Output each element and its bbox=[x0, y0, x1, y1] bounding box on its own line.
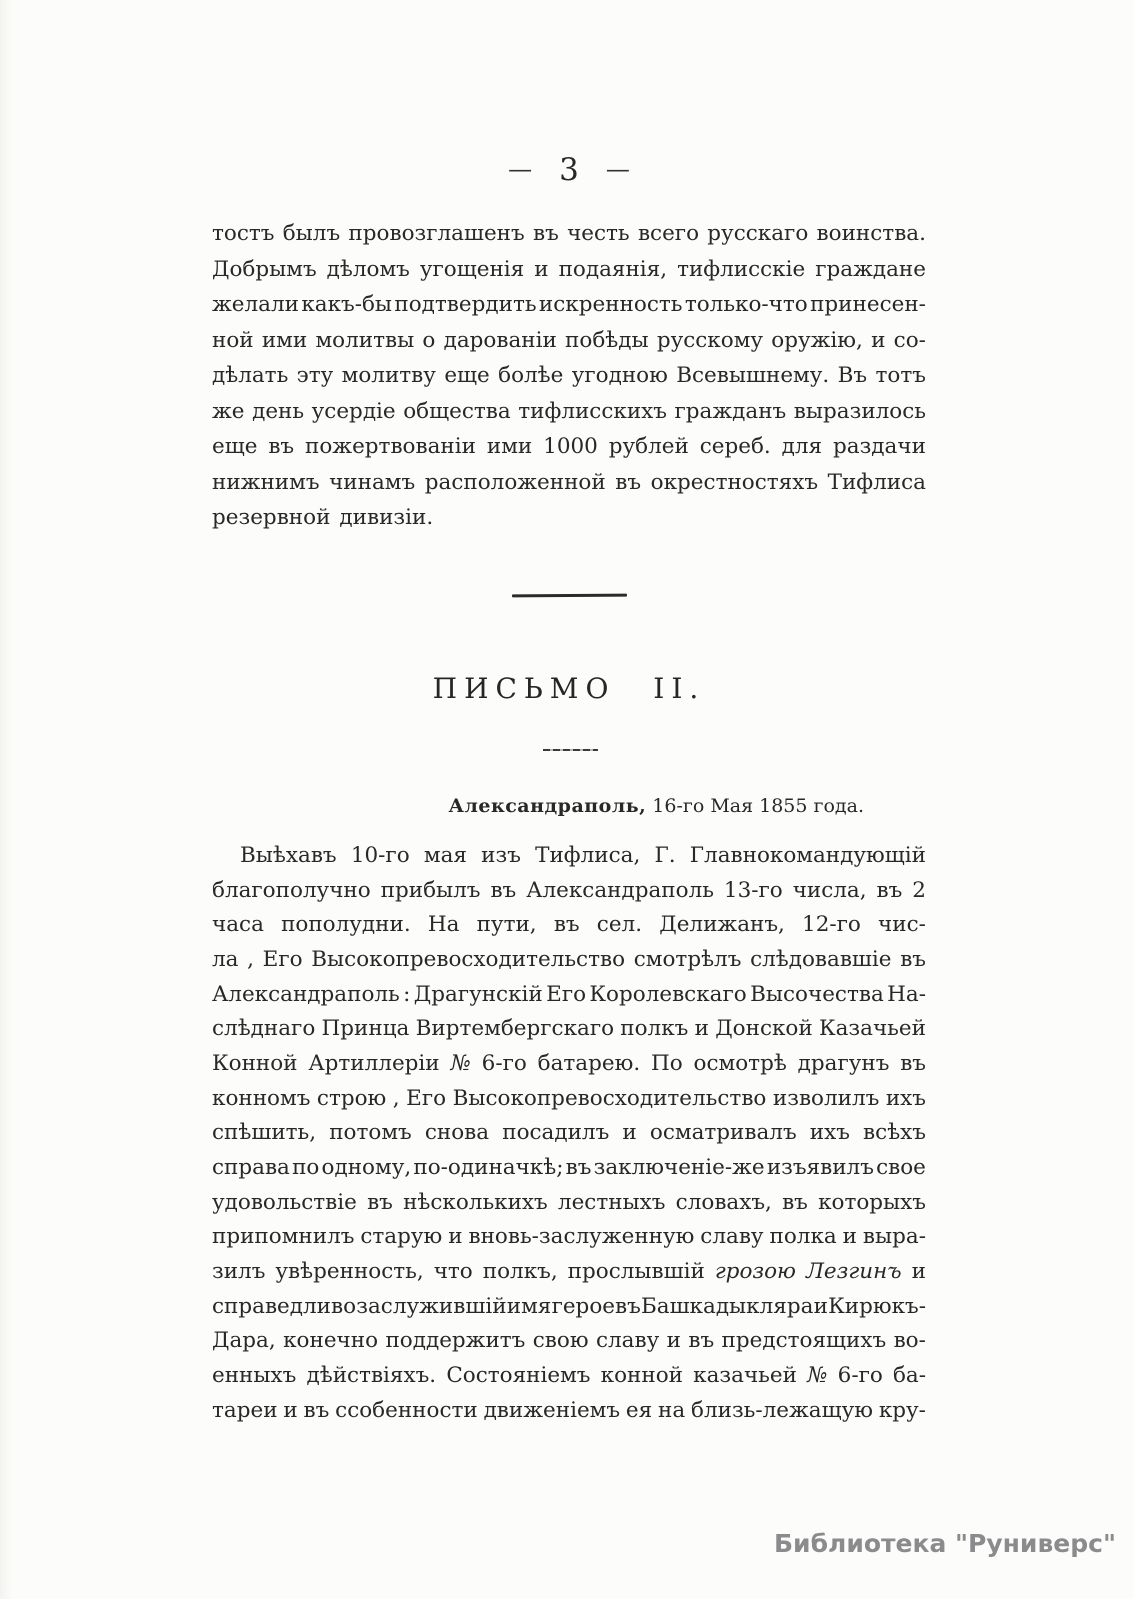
text-line: справа по одному, по-одиначкѣ; въ заключеніе-же изъявилъ свое bbox=[212, 1155, 926, 1181]
text-line: желали какъ-бы подтвердить искренность только-что принесен- bbox=[212, 292, 926, 318]
text-line: енныхъ дѣйствіяхъ. Состояніемъ конной казачьей № 6-го ба- bbox=[212, 1363, 926, 1389]
text-line: тостъ былъ провозглашенъ въ честь всего русскаго воинства. bbox=[212, 221, 926, 247]
header-dash-left: — bbox=[508, 154, 533, 183]
dateline-place: Александраполь, bbox=[448, 795, 647, 817]
text-line: ла , Его Высокопревосходительство смотрѣлъ слѣдовавшіе въ bbox=[212, 946, 926, 972]
text-line: часа пополудни. На пути, въ сел. Делижанъ, 12-го чис- bbox=[212, 912, 926, 938]
text-line: еще въ пожертвованіи ими 1000 рублей сереб. для раздачи bbox=[212, 434, 926, 460]
text-line: нижнимъ чинамъ расположенной въ окрестностяхъ Тифлиса bbox=[212, 469, 926, 495]
text-line: же день усердіе общества тифлисскихъ гражданъ выразилось bbox=[212, 398, 926, 424]
text-line: Конной Артиллеріи № 6-го батарею. По осмотрѣ драгунъ въ bbox=[212, 1050, 926, 1076]
letter-title: ПИСЬМО II. bbox=[432, 672, 706, 705]
section-divider bbox=[512, 594, 627, 598]
text-line: слѣднаго Принца Виртембергскаго полкъ и Донской Казачьей bbox=[212, 1016, 926, 1042]
letter-divider bbox=[543, 749, 598, 751]
dateline bbox=[212, 795, 864, 818]
dateline-date: 16-го Мая 1855 года. bbox=[652, 795, 864, 817]
text-line: благополучно прибылъ въ Александраполь 13-го числа, въ 2 bbox=[212, 877, 926, 903]
page-header bbox=[212, 152, 926, 188]
text-line: дѣлать эту молитву еще болѣе угодною Всевышнему. Въ тотъ bbox=[212, 363, 926, 389]
library-watermark: Библиотека "Руниверс" bbox=[774, 1529, 1116, 1558]
text-line: спѣшить, потомъ снова посадилъ и осматривалъ ихъ всѣхъ bbox=[212, 1120, 926, 1146]
text-line: конномъ строю , Его Высокопревосходительство изволилъ ихъ bbox=[212, 1085, 926, 1111]
letter-body bbox=[212, 838, 926, 1428]
text-line: припомнилъ старую и вновь-заслуженную славу полка и выра- bbox=[212, 1224, 926, 1250]
text-line: тареи и въ ссобенности движеніемъ ея на близь-лежащую кру- bbox=[212, 1397, 926, 1423]
text-line: Добрымъ дѣломъ угощенія и подаянія, тифлисскіе граждане bbox=[212, 256, 926, 282]
text-line: Дара, конечно поддержитъ свою славу и въ предстоящихъ во- bbox=[212, 1328, 926, 1354]
text-line: зилъ увѣренность, что полкъ, прослывшій грозою Лезгинъ и bbox=[212, 1259, 926, 1285]
page-number: 3 bbox=[559, 152, 579, 188]
text-line: ной ими молитвы о дарованіи побѣды русскому оружію, и со- bbox=[212, 327, 926, 353]
text-line: Александраполь : Драгунскій Его Королевскаго Высочества На- bbox=[212, 981, 926, 1007]
text-line: удовольствіе въ нѣсколькихъ лестныхъ словахъ, въ которыхъ bbox=[212, 1189, 926, 1215]
text-line: Выѣхавъ 10-го мая изъ Тифлиса, Г. Главнокомандующій bbox=[240, 842, 926, 868]
header-dash-right: — bbox=[605, 154, 630, 183]
text-line: резервной дивизіи. bbox=[212, 505, 434, 531]
paragraph-continuation bbox=[212, 216, 926, 536]
text-line: справедливо заслужившій имя героевъ Башкадыкляра и Кирюкъ- bbox=[212, 1293, 926, 1319]
